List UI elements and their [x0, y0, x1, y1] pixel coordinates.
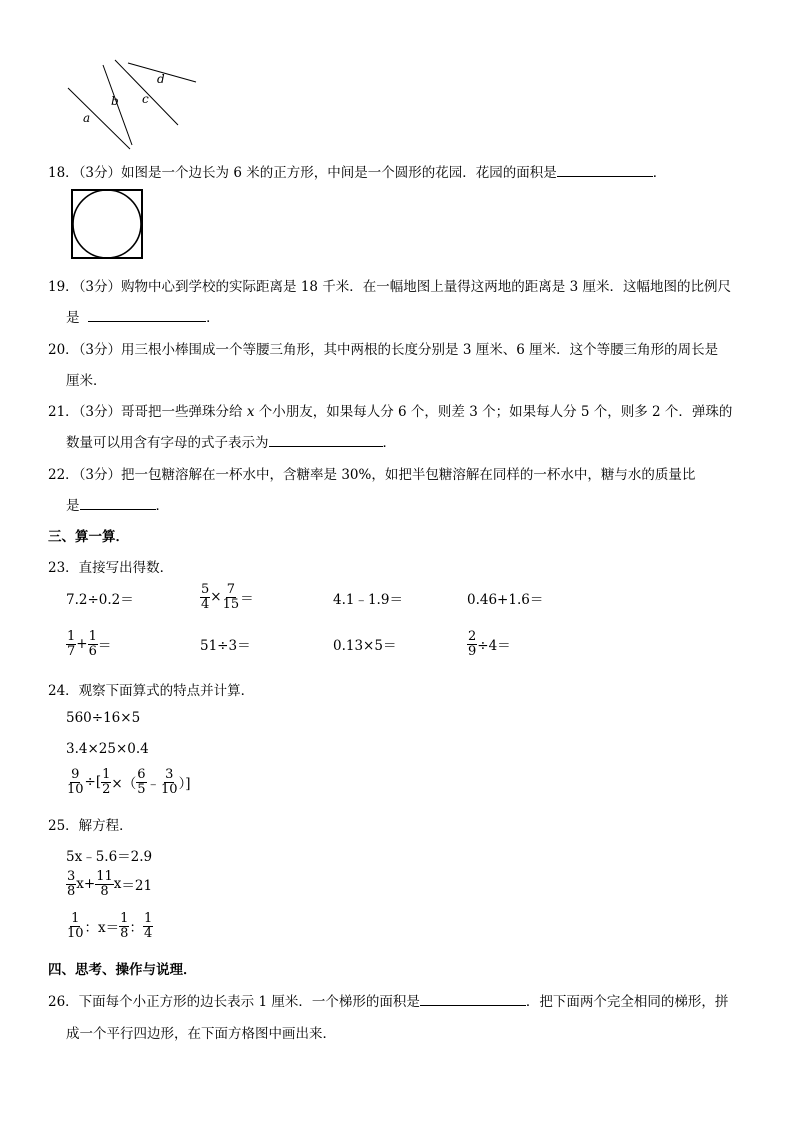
label-a: a — [83, 111, 91, 125]
q18-number: 18． — [48, 165, 79, 181]
question-26 — [48, 990, 728, 1010]
fraction: $\frac{9}{10}$ — [67, 767, 84, 797]
q19-score: （3分） — [78, 279, 122, 295]
fraction: $\frac{2}{9}$ — [468, 629, 477, 659]
q26-line2: 成一个平行四边形，在下面方格图中画出来． — [66, 1026, 336, 1042]
q22-number: 22． — [48, 467, 79, 483]
label-d: d — [157, 72, 165, 86]
question-19-line2 — [66, 306, 220, 326]
fraction: $\frac{7}{15}$ — [222, 582, 240, 612]
q21-text-a: 哥哥把一些弹珠分给 — [121, 404, 243, 420]
question-22 — [48, 463, 695, 483]
q23-expr-3: 4.1﹣1.9＝ — [333, 592, 403, 608]
square-circle-figure — [70, 188, 144, 260]
fraction: $\frac{11}{8}$ — [96, 869, 113, 899]
question-19 — [48, 275, 731, 295]
q19-number: 19． — [48, 279, 79, 295]
question-20-line2 — [66, 369, 107, 389]
q22-end: ． — [155, 498, 169, 514]
q24-title: 24．观察下面算式的特点并计算． — [48, 683, 255, 699]
label-c: c — [142, 92, 149, 106]
question-22-line2 — [66, 494, 169, 514]
section-3-heading: 三、算一算． — [48, 529, 129, 545]
section-4-heading: 四、思考、操作与说理． — [48, 962, 197, 978]
q23-expr-6: 51÷3＝ — [200, 638, 251, 654]
question-21 — [48, 400, 732, 420]
q25-expr-3: $\frac{1}{10}$ ：x＝ $\frac{1}{8}$ ： $\frac{1}{4}$ — [67, 911, 153, 941]
q19-text: 购物中心到学校的实际距离是 18 千米．在一幅地图上量得这两地的距离是 3 厘米．这幅地图的比例尺 — [121, 279, 731, 295]
q20-line2: 厘米． — [66, 373, 107, 389]
q23-expr-7: 0.13×5＝ — [333, 638, 397, 654]
fraction: $\frac{1}{6}$ — [88, 629, 97, 659]
q20-score: （3分） — [78, 342, 122, 358]
fraction: $\frac{3}{8}$ — [67, 869, 76, 899]
q21-text-b: 个小朋友，如果每人分 6 个，则差 3 个；如果每人分 5 个，则多 2 个．弹珠的 — [258, 404, 733, 420]
q19-answer-blank[interactable] — [88, 309, 206, 322]
fraction: $\frac{1}{8}$ — [120, 911, 129, 941]
q25-expr-2: $\frac{3}{8}$ x+ $\frac{11}{8}$ x ＝21 — [67, 869, 153, 899]
line-a — [68, 88, 130, 149]
fraction: $\frac{1}{2}$ — [102, 767, 111, 797]
q21-number: 21． — [48, 404, 79, 420]
q19-end: ． — [206, 310, 220, 326]
q24-expr-1: 560÷16×5 — [66, 710, 141, 726]
q21-line2: 数量可以用含有字母的式子表示为 — [66, 435, 269, 451]
q18-end: ． — [652, 165, 667, 181]
q21-answer-blank[interactable] — [269, 434, 383, 447]
question-20 — [48, 338, 718, 358]
fraction: $\frac{5}{4}$ — [201, 582, 210, 612]
q26-answer-blank[interactable] — [420, 993, 526, 1006]
q20-number: 20． — [48, 342, 79, 358]
q20-text: 用三根小棒围成一个等腰三角形，其中两根的长度分别是 3 厘米、6 厘米．这个等腰三角形的周长是 — [121, 342, 719, 358]
q23-expr-4: 0.46+1.6＝ — [467, 592, 544, 608]
lines-figure — [60, 55, 210, 155]
q22-text: 把一包糖溶解在一杯水中，含糖率是 30%，如把半包糖溶解在同样的一杯水中，糖与水的质量比 — [121, 467, 696, 483]
q26-text-b: ．把下面两个完全相同的梯形，拼 — [525, 994, 729, 1010]
q21-score: （3分） — [78, 404, 122, 420]
q23-expr-8: $\frac{2}{9}$ ÷4＝ — [468, 629, 511, 659]
q19-line2: 是 — [66, 310, 80, 326]
q21-var: x — [246, 404, 255, 420]
q24-expr-3: $\frac{9}{10}$ ÷[ $\frac{1}{2}$ ×（ $\frac{6}{5}$ ﹣ $\frac{3}{10}$ ）] — [67, 767, 191, 797]
q23-expr-2: $\frac{5}{4}$ × $\frac{7}{15}$ ＝ — [201, 582, 254, 612]
q18-text: 如图是一个边长为 6 米的正方形，中间是一个圆形的花园．花园的面积是 — [121, 165, 557, 181]
q25-title: 25．解方程． — [48, 818, 133, 834]
q22-line2: 是 — [66, 498, 80, 514]
fraction: $\frac{1}{10}$ — [67, 911, 84, 941]
question-26-line2 — [66, 1022, 336, 1042]
q18-answer-blank[interactable] — [557, 164, 653, 177]
q21-end: ． — [382, 435, 396, 451]
q22-score: （3分） — [78, 467, 122, 483]
q26-text: 26．下面每个小正方形的边长表示 1 厘米．一个梯形的面积是 — [48, 994, 420, 1010]
q23-expr-5: $\frac{1}{7}$ + $\frac{1}{6}$ ＝ — [67, 629, 112, 659]
q22-answer-blank[interactable] — [80, 497, 156, 510]
q23-title: 23．直接写出得数． — [48, 560, 174, 576]
fraction: $\frac{3}{10}$ — [161, 767, 178, 797]
question-18 — [48, 161, 666, 181]
q23-expr-1: 7.2÷0.2＝ — [66, 592, 134, 608]
label-b: b — [111, 94, 119, 108]
question-21-line2 — [66, 431, 396, 451]
fraction: $\frac{6}{5}$ — [137, 767, 146, 797]
fraction: $\frac{1}{4}$ — [143, 911, 153, 941]
q25-expr-1: 5x﹣5.6＝2.9 — [66, 849, 153, 865]
q18-score: （3分） — [78, 165, 122, 181]
fraction: $\frac{1}{7}$ — [67, 629, 76, 659]
q24-expr-2: 3.4×25×0.4 — [66, 741, 149, 757]
